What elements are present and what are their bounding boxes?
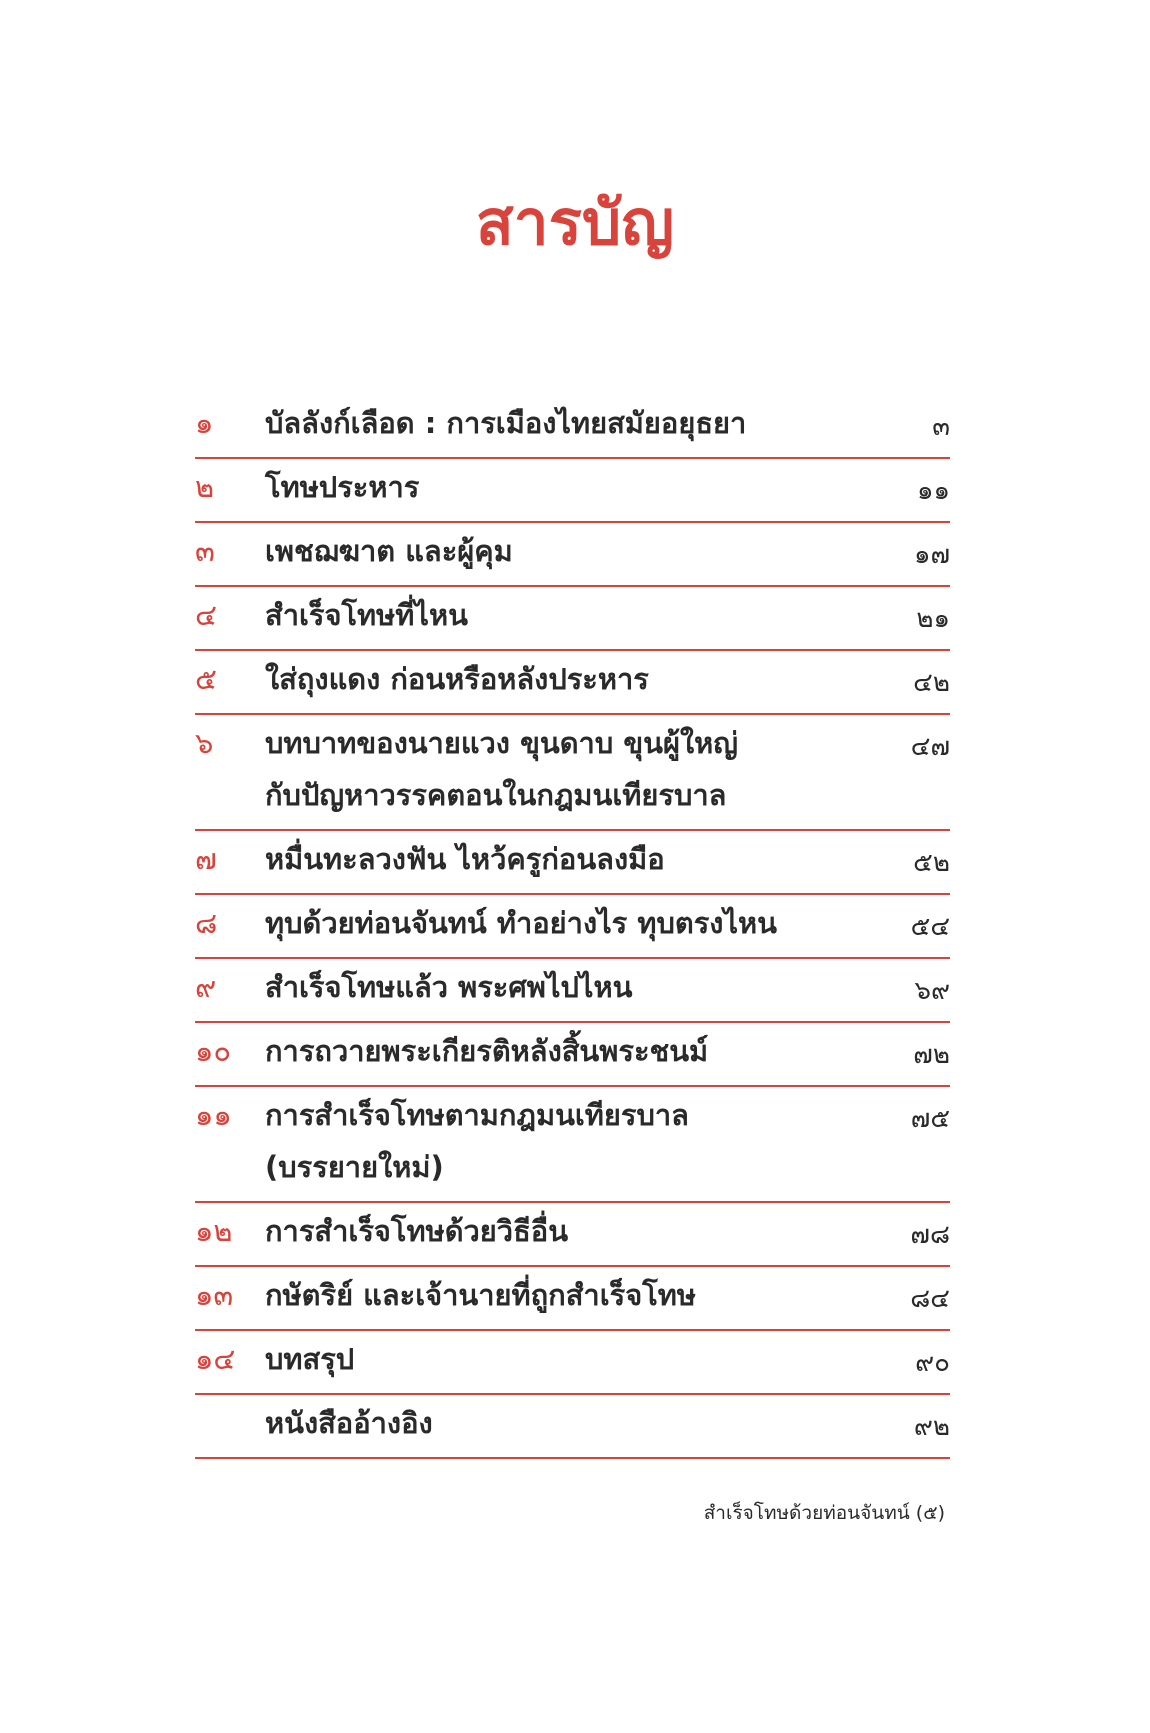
toc-entry bbox=[195, 715, 950, 831]
toc-entry-number: ๑๐ bbox=[195, 1034, 232, 1068]
toc-entry-title bbox=[265, 1397, 860, 1449]
toc-entry-title-line: กษัตริย์ และเจ้านายที่ถูกสำเร็จโทษ bbox=[265, 1278, 697, 1312]
toc-entry-title-line: การถวายพระเกียรติหลังสิ้นพระชนม์ bbox=[265, 1034, 709, 1068]
toc-entry bbox=[195, 1023, 950, 1087]
toc-entry-page: ๑๗ bbox=[913, 540, 950, 570]
toc-entry-title bbox=[265, 717, 860, 821]
toc-entry-title bbox=[265, 1089, 860, 1193]
toc-entry-title bbox=[265, 397, 860, 449]
toc-entry-title bbox=[265, 525, 860, 577]
toc-entry-title-line: เพชฌฆาต และผู้คุม bbox=[265, 534, 513, 568]
toc-entry-number: ๑๔ bbox=[195, 1342, 236, 1376]
toc-entry bbox=[195, 1267, 950, 1331]
toc-entry bbox=[195, 959, 950, 1023]
toc-entry-page: ๙๒ bbox=[913, 1412, 950, 1442]
toc-entry bbox=[195, 831, 950, 895]
toc-entry-title-line: สำเร็จโทษที่ไหน bbox=[265, 598, 468, 632]
toc-entry-title-line: หมื่นทะลวงฟัน ไหว้ครูก่อนลงมือ bbox=[265, 842, 665, 876]
table-of-contents bbox=[195, 395, 950, 1459]
toc-entry-title-line: บทบาทของนายแวง ขุนดาบ ขุนผู้ใหญ่ bbox=[265, 726, 738, 760]
toc-entry bbox=[195, 651, 950, 715]
toc-entry-page: ๓ bbox=[932, 412, 950, 442]
toc-entry-title bbox=[265, 1333, 860, 1385]
toc-entry-title-line: การสำเร็จโทษตามกฎมนเทียรบาล bbox=[265, 1098, 689, 1132]
toc-entry-number: ๖ bbox=[195, 726, 214, 760]
toc-entry-number: ๗ bbox=[195, 842, 217, 876]
toc-entry-number: ๓ bbox=[195, 534, 215, 568]
toc-entry-page: ๖๙ bbox=[914, 976, 950, 1006]
toc-entry-title-line: การสำเร็จโทษด้วยวิธีอื่น bbox=[265, 1214, 569, 1248]
toc-entry-title bbox=[265, 653, 860, 705]
toc-entry-page: ๔๗ bbox=[910, 732, 950, 762]
toc-entry-title-line: สำเร็จโทษแล้ว พระศพไปไหน bbox=[265, 970, 633, 1004]
toc-entry-title bbox=[265, 589, 860, 641]
toc-entry-title-line: กับปัญหาวรรคตอนในกฎมนเทียรบาล bbox=[265, 778, 727, 812]
toc-entry bbox=[195, 459, 950, 523]
toc-entry-title-line: บทสรุป bbox=[265, 1342, 355, 1376]
toc-entry-page: ๕๔ bbox=[910, 912, 950, 942]
toc-entry-title bbox=[265, 461, 860, 513]
toc-entry-title bbox=[265, 1025, 860, 1077]
toc-entry-title-line: ใส่ถุงแดง ก่อนหรือหลังประหาร bbox=[265, 662, 649, 696]
toc-entry-title-line: หนังสืออ้างอิง bbox=[265, 1406, 433, 1440]
toc-entry-page: ๘๔ bbox=[910, 1284, 950, 1314]
toc-entry-page: ๔๒ bbox=[913, 668, 950, 698]
toc-entry bbox=[195, 895, 950, 959]
toc-entry-page: ๕๒ bbox=[913, 848, 950, 878]
toc-entry-title bbox=[265, 1269, 860, 1321]
toc-entry-number: ๒ bbox=[195, 470, 215, 504]
toc-entry-number: ๔ bbox=[195, 598, 217, 632]
toc-entry bbox=[195, 1331, 950, 1395]
toc-entry-title bbox=[265, 897, 860, 949]
toc-entry-number: ๕ bbox=[195, 662, 217, 696]
toc-entry-page: ๗๘ bbox=[910, 1220, 950, 1250]
toc-entry-page: ๗๒ bbox=[913, 1040, 950, 1070]
toc-entry bbox=[195, 395, 950, 459]
toc-entry bbox=[195, 1395, 950, 1459]
toc-entry-number: ๑๓ bbox=[195, 1278, 234, 1312]
toc-entry-title bbox=[265, 833, 860, 885]
toc-entry-title-line: (บรรยายใหม่) bbox=[265, 1150, 444, 1184]
toc-entry bbox=[195, 587, 950, 651]
toc-entry-number: ๑๒ bbox=[195, 1214, 233, 1248]
toc-entry-number: ๘ bbox=[195, 906, 218, 940]
toc-entry-page: ๑๑ bbox=[916, 476, 950, 506]
toc-entry-title-line: บัลลังก์เลือด : การเมืองไทยสมัยอยุธยา bbox=[265, 406, 747, 440]
toc-entry-title bbox=[265, 1205, 860, 1257]
toc-entry-page: ๗๕ bbox=[910, 1104, 950, 1134]
toc-entry-title-line: โทษประหาร bbox=[265, 470, 420, 504]
toc-entry bbox=[195, 1203, 950, 1267]
page-title: สารบัญ bbox=[475, 186, 675, 259]
toc-entry-number: ๑๑ bbox=[195, 1098, 232, 1132]
toc-entry-number: ๑ bbox=[195, 406, 214, 440]
toc-entry-page: ๙๐ bbox=[915, 1348, 950, 1378]
toc-entry-title-line: ทุบด้วยท่อนจันทน์ ทำอย่างไร ทุบตรงไหน bbox=[265, 906, 777, 940]
toc-entry-number: ๙ bbox=[195, 970, 217, 1004]
page-footer: สำเร็จโทษด้วยท่อนจันทน์ (๕) bbox=[703, 1502, 945, 1524]
toc-entry bbox=[195, 1087, 950, 1203]
toc-entry-title bbox=[265, 961, 860, 1013]
toc-entry-page: ๒๑ bbox=[916, 604, 950, 634]
toc-entry bbox=[195, 523, 950, 587]
